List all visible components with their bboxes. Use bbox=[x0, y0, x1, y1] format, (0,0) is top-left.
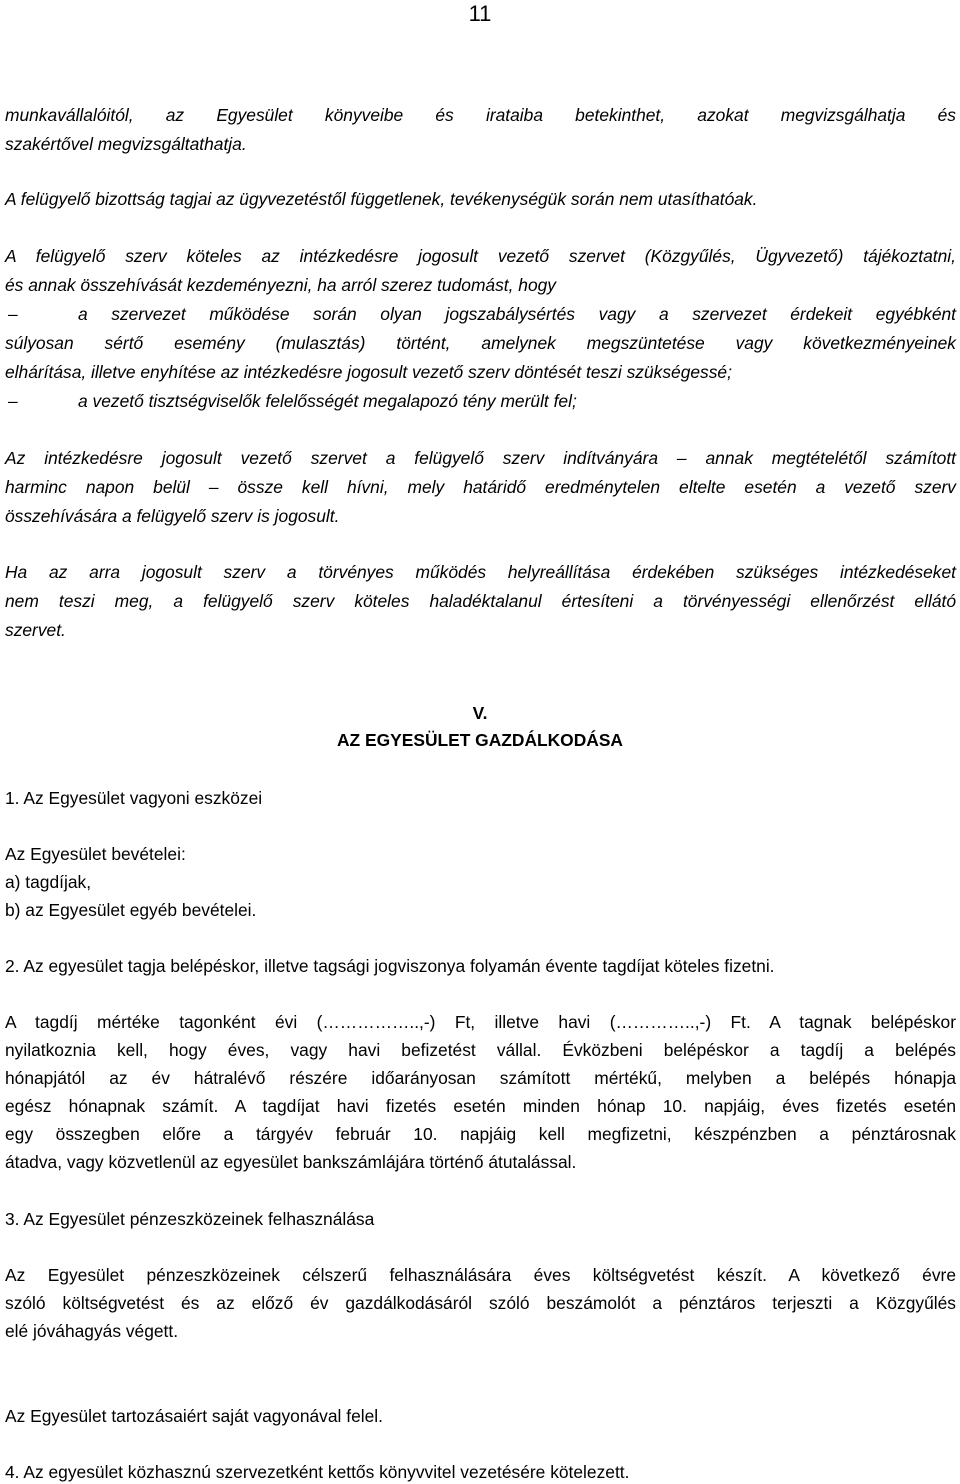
para4-line1: Az intézkedésre jogosult vezető szervet a felügyelő szerv indítványára – annak megtételétől számított bbox=[5, 448, 956, 468]
section3-line3: elé jóváhagyás végett. bbox=[5, 1321, 179, 1341]
section2-line5: egy összegben előre a tárgyév február 10. napjáig kell megfizetni, készpénzben a pénztárosnak bbox=[5, 1124, 956, 1144]
para3-line2: és annak összehívását kezdeményezni, ha arról szerez tudomást, hogy bbox=[5, 275, 556, 295]
section1-title: 1. Az Egyesület vagyoni eszközei bbox=[5, 788, 263, 808]
chapter-number: V. bbox=[472, 703, 488, 723]
income-label: Az Egyesület bevételei: bbox=[5, 844, 186, 864]
dash-bullet-2: – bbox=[8, 391, 18, 411]
liability-statement: Az Egyesület tartozásaiért saját vagyonával felel. bbox=[5, 1406, 383, 1426]
section4-title: 4. Az egyesület közhasznú szervezetként kettős könyvvitel vezetésére kötelezett. bbox=[5, 1462, 630, 1482]
section2-line3: hónapjától az év hátralévő részére időarányosan számított mértékű, melyben a belépés hónapja bbox=[5, 1068, 956, 1088]
para2: A felügyelő bizottság tagjai az ügyvezetéstől függetlenek, tevékenységük során nem utasíthatóak. bbox=[5, 189, 758, 209]
para1-line1: munkavállalóitól, az Egyesület könyveibe és irataiba betekinthet, azokat megvizsgálhatja és bbox=[5, 105, 956, 125]
income-item-a: a) tagdíjak, bbox=[5, 872, 92, 892]
page-number: 11 bbox=[468, 1, 492, 26]
section3-line1: Az Egyesület pénzeszközeinek célszerű felhasználására éves költségvetést készít. A következő évre bbox=[5, 1265, 956, 1285]
para4-line3: összehívására a felügyelő szerv is jogosult. bbox=[5, 506, 340, 526]
para5-line1: Ha az arra jogosult szerv a törvényes működés helyreállítása érdekében szükséges intézkedéseket bbox=[5, 562, 956, 582]
para3-item2: a vezető tisztségviselők felelősségét megalapozó tény merült fel; bbox=[78, 391, 577, 411]
section2-line6: átadva, vagy közvetlenül az egyesület bankszámlájára történő átutalással. bbox=[5, 1152, 577, 1172]
para5-line2: nem teszi meg, a felügyelő szerv köteles haladéktalanul értesíteni a törvényességi ellenőrzést ellátó bbox=[5, 591, 956, 611]
section2-title: 2. Az egyesület tagja belépéskor, illetve tagsági jogviszonya folyamán évente tagdíjat köteles fizetni. bbox=[5, 956, 775, 976]
para1-line2: szakértővel megvizsgáltathatja. bbox=[5, 134, 247, 154]
chapter-title: AZ EGYESÜLET GAZDÁLKODÁSA bbox=[337, 730, 623, 750]
section3-title: 3. Az Egyesület pénzeszközeinek felhasználása bbox=[5, 1209, 375, 1229]
dash-bullet-1: – bbox=[8, 304, 18, 324]
income-item-b: b) az Egyesület egyéb bevételei. bbox=[5, 900, 257, 920]
para3-item1-line2: súlyosan sértő esemény (mulasztás) történt, amelynek megszüntetése vagy következményeinek bbox=[5, 333, 956, 353]
section2-line2: nyilatkoznia kell, hogy éves, vagy havi befizetést vállal. Évközbeni belépéskor a tagdíj a belépés bbox=[5, 1040, 956, 1060]
para3-item1-line3: elhárítása, illetve enyhítése az intézkedésre jogosult vezető szerv döntését teszi szükségessé; bbox=[5, 362, 732, 382]
section2-line1: A tagdíj mértéke tagonként évi (……………..,-) Ft, illetve havi (…………..,-) Ft. A tagnak belépéskor bbox=[5, 1012, 956, 1032]
para3-item1-line1: a szervezet működése során olyan jogszabálysértés vagy a szervezet érdekeit egyébként bbox=[78, 304, 956, 324]
section2-line4: egész hónapnak számít. A tagdíjat havi fizetés esetén minden hónap 10. napjáig, éves fizetés esetén bbox=[5, 1096, 956, 1116]
para4-line2: harminc napon belül – össze kell hívni, mely határidő eredménytelen eltelte esetén a vezető szerv bbox=[5, 477, 956, 497]
section3-line2: szóló költségvetést és az előző év gazdálkodásáról szóló beszámolót a pénztáros terjeszti a Közgyűlés bbox=[5, 1293, 956, 1313]
para5-line3: szervet. bbox=[5, 620, 66, 640]
para3-line1: A felügyelő szerv köteles az intézkedésre jogosult vezető szervet (Közgyűlés, Ügyvezető) tájékoztatni, bbox=[5, 246, 956, 266]
